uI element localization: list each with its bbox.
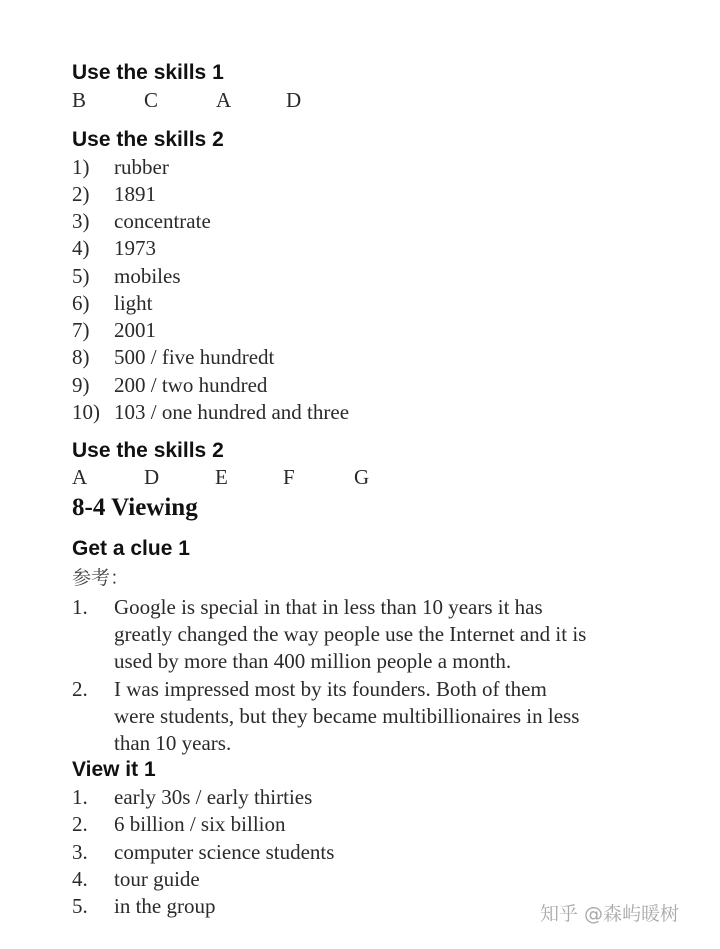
answer-letter: D xyxy=(286,88,302,112)
item-number: 5. xyxy=(72,894,88,918)
item-text: mobiles xyxy=(114,264,181,288)
heading-view-it-1: View it 1 xyxy=(72,758,156,781)
item-number: 8) xyxy=(72,345,90,369)
item-number: 2. xyxy=(72,677,88,701)
answer-letter: A xyxy=(216,88,232,112)
item-number: 4. xyxy=(72,867,88,891)
item-text: concentrate xyxy=(114,209,211,233)
item-text: computer science students xyxy=(114,840,335,864)
paragraph-line: than 10 years. xyxy=(114,731,232,755)
item-number: 7) xyxy=(72,318,90,342)
item-text: tour guide xyxy=(114,867,200,891)
answer-letter: F xyxy=(283,465,295,489)
heading-get-a-clue-1: Get a clue 1 xyxy=(72,537,190,560)
item-number: 6) xyxy=(72,291,90,315)
answer-letter: C xyxy=(144,88,159,112)
item-number: 5) xyxy=(72,264,90,288)
item-text: early 30s / early thirties xyxy=(114,785,313,809)
heading-use-the-skills-1: Use the skills 1 xyxy=(72,61,224,84)
item-number: 1) xyxy=(72,155,90,179)
reference-label: 参考： xyxy=(72,567,130,589)
letter-row-1 xyxy=(72,88,301,112)
item-text: 2001 xyxy=(114,318,156,342)
item-number: 4) xyxy=(72,236,90,260)
item-text: 1891 xyxy=(114,182,156,206)
item-number: 10) xyxy=(72,400,100,424)
item-text: 6 billion / six billion xyxy=(114,812,286,836)
item-number: 1. xyxy=(72,595,88,619)
item-text: 1973 xyxy=(114,236,156,260)
letter-row-2 xyxy=(72,465,369,489)
paragraph-line: were students, but they became multibillionaires in less xyxy=(114,704,580,728)
item-text: 500 / five hundredt xyxy=(114,345,275,369)
heading-8-4-viewing: 8-4 Viewing xyxy=(72,494,198,521)
heading-use-the-skills-2: Use the skills 2 xyxy=(72,128,224,151)
item-text: in the group xyxy=(114,894,216,918)
item-text: 200 / two hundred xyxy=(114,373,268,397)
answer-letter: B xyxy=(72,88,87,112)
item-number: 2) xyxy=(72,182,90,206)
paragraph-line: greatly changed the way people use the Internet and it is xyxy=(114,622,587,646)
answer-letter: E xyxy=(215,465,228,489)
item-number: 3. xyxy=(72,840,88,864)
item-text: rubber xyxy=(114,155,169,179)
item-text: light xyxy=(114,291,153,315)
watermark: 知乎 @森屿暖树 xyxy=(540,903,680,925)
answer-letter: A xyxy=(72,465,88,489)
paragraph-line: used by more than 400 million people a month. xyxy=(114,649,512,673)
item-number: 9) xyxy=(72,373,90,397)
item-number: 3) xyxy=(72,209,90,233)
item-text: 103 / one hundred and three xyxy=(114,400,350,424)
paragraph-line: Google is special in that in less than 10 years it has xyxy=(114,595,543,619)
item-number: 1. xyxy=(72,785,88,809)
paragraph-line: I was impressed most by its founders. Both of them xyxy=(114,677,547,701)
answer-letter: D xyxy=(144,465,160,489)
item-number: 2. xyxy=(72,812,88,836)
answer-letter: G xyxy=(354,465,370,489)
heading-use-the-skills-2b: Use the skills 2 xyxy=(72,439,224,462)
